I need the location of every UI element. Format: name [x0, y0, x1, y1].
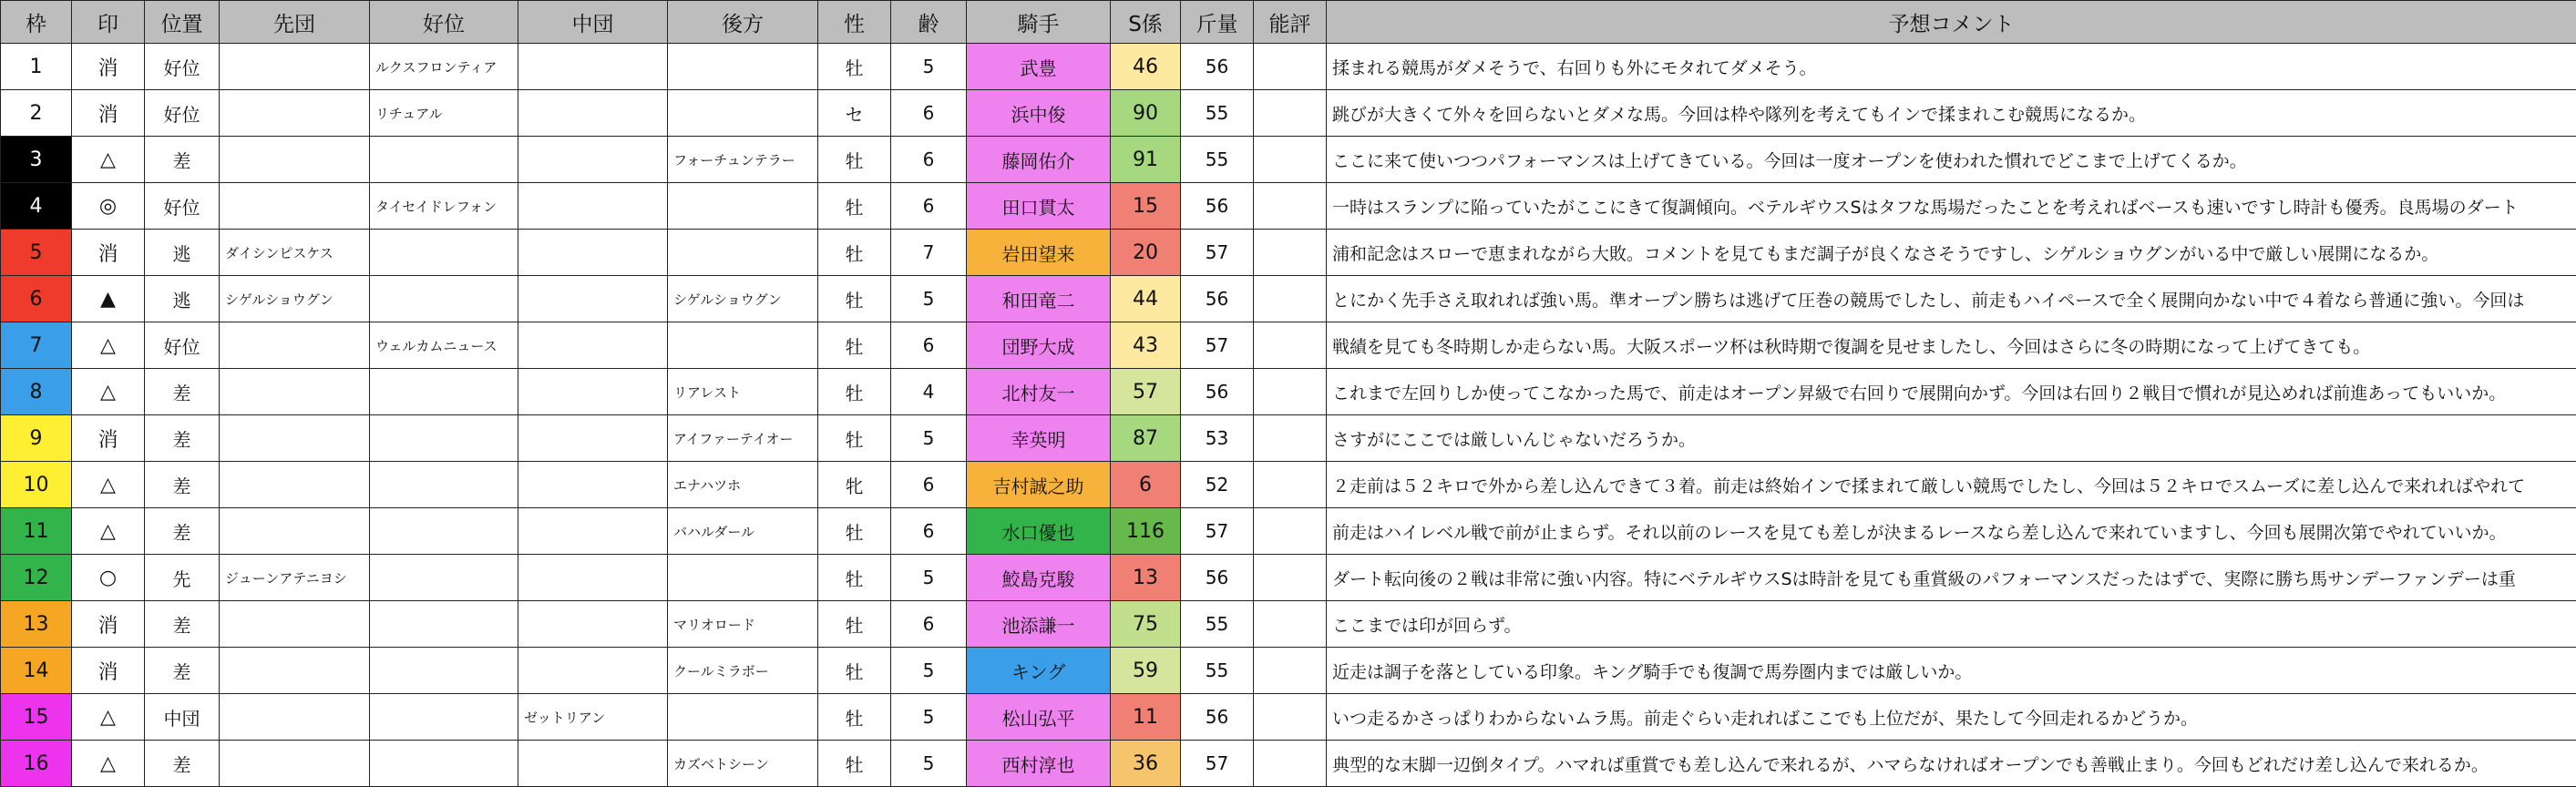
- table-row: [1, 230, 2576, 276]
- cell-jockey: 岩田望来: [967, 230, 1111, 276]
- cell-weight: 56: [1181, 694, 1254, 741]
- cell-koho: シゲルショウグン: [668, 276, 818, 322]
- cell-koho: [668, 90, 818, 137]
- cell-age: 6: [891, 601, 967, 648]
- cell-s-value: 6: [1111, 462, 1181, 508]
- cell-sex: 牡: [818, 648, 891, 694]
- cell-koui: [370, 694, 518, 741]
- cell-position: 先: [145, 555, 220, 601]
- cell-koho: カズベトシーン: [668, 741, 818, 787]
- cell-jockey: 武豊: [967, 44, 1111, 90]
- cell-weight: 55: [1181, 601, 1254, 648]
- cell-mark: △: [72, 741, 145, 787]
- cell-comment: ダート転向後の２戦は非常に強い内容。特にベテルギウスSは時計を見ても重賞級のパフォーマンスだったはずで、実際に勝ち馬サンデーファンデーは重: [1327, 555, 2576, 601]
- header-chudan: 中団: [518, 1, 668, 44]
- cell-comment: 揉まれる競馬がダメそうで、右回りも外にモタれてダメそう。: [1327, 44, 2576, 90]
- cell-chudan: [518, 741, 668, 787]
- cell-koho: [668, 555, 818, 601]
- cell-waku: 13: [1, 601, 72, 648]
- cell-rating: [1254, 415, 1327, 462]
- cell-rating: [1254, 183, 1327, 230]
- cell-koho: バハルダール: [668, 508, 818, 555]
- cell-s-value: 36: [1111, 741, 1181, 787]
- cell-koui: [370, 508, 518, 555]
- cell-s-value: 44: [1111, 276, 1181, 322]
- cell-mark: ◎: [72, 183, 145, 230]
- cell-koho: [668, 230, 818, 276]
- cell-jockey: キング: [967, 648, 1111, 694]
- cell-jockey: 団野大成: [967, 322, 1111, 369]
- cell-mark: 消: [72, 230, 145, 276]
- cell-comment: 一時はスランプに陥っていたがここにきて復調傾向。ベテルギウスSはタフな馬場だったことを考えればベースも速いですし時計も優秀。良馬場のダート: [1327, 183, 2576, 230]
- header-s-value: S係: [1111, 1, 1181, 44]
- cell-sex: 牡: [818, 44, 891, 90]
- cell-koui: ルクスフロンティア: [370, 44, 518, 90]
- cell-age: 6: [891, 462, 967, 508]
- cell-sendan: [220, 44, 370, 90]
- cell-position: 好位: [145, 183, 220, 230]
- cell-koui: [370, 648, 518, 694]
- cell-s-value: 75: [1111, 601, 1181, 648]
- cell-s-value: 87: [1111, 415, 1181, 462]
- cell-sex: 牡: [818, 555, 891, 601]
- cell-s-value: 90: [1111, 90, 1181, 137]
- cell-chudan: [518, 90, 668, 137]
- cell-koui: リチュアル: [370, 90, 518, 137]
- table-row: [1, 369, 2576, 415]
- header-sendan: 先団: [220, 1, 370, 44]
- header-waku: 枠: [1, 1, 72, 44]
- cell-koui: ウェルカムニュース: [370, 322, 518, 369]
- cell-position: 差: [145, 601, 220, 648]
- cell-age: 5: [891, 694, 967, 741]
- cell-sex: 牡: [818, 694, 891, 741]
- cell-weight: 57: [1181, 230, 1254, 276]
- cell-comment: 近走は調子を落としている印象。キング騎手でも復調で馬券圏内までは厳しいか。: [1327, 648, 2576, 694]
- cell-jockey: 池添謙一: [967, 601, 1111, 648]
- cell-s-value: 13: [1111, 555, 1181, 601]
- cell-waku: 11: [1, 508, 72, 555]
- table-row: [1, 276, 2576, 322]
- cell-koui: [370, 276, 518, 322]
- cell-sendan: シゲルショウグン: [220, 276, 370, 322]
- cell-koui: [370, 415, 518, 462]
- cell-weight: 57: [1181, 508, 1254, 555]
- cell-chudan: [518, 276, 668, 322]
- cell-age: 6: [891, 508, 967, 555]
- cell-rating: [1254, 462, 1327, 508]
- cell-jockey: 吉村誠之助: [967, 462, 1111, 508]
- cell-jockey: 藤岡佑介: [967, 137, 1111, 183]
- cell-chudan: [518, 230, 668, 276]
- cell-position: 逃: [145, 276, 220, 322]
- cell-s-value: 15: [1111, 183, 1181, 230]
- table-row: [1, 137, 2576, 183]
- table-row: [1, 44, 2576, 90]
- cell-chudan: [518, 44, 668, 90]
- cell-weight: 56: [1181, 555, 1254, 601]
- cell-jockey: 田口貫太: [967, 183, 1111, 230]
- cell-waku: 5: [1, 230, 72, 276]
- table-body: [1, 44, 2576, 787]
- cell-weight: 57: [1181, 741, 1254, 787]
- cell-comment: とにかく先手さえ取れれば強い馬。準オープン勝ちは逃げて圧巻の競馬でしたし、前走もハイペースで全く展開向かない中で４着なら普通に強い。今回は: [1327, 276, 2576, 322]
- cell-sex: 牡: [818, 183, 891, 230]
- cell-weight: 55: [1181, 648, 1254, 694]
- header-age: 齢: [891, 1, 967, 44]
- cell-sendan: [220, 183, 370, 230]
- header-weight: 斤量: [1181, 1, 1254, 44]
- cell-sendan: [220, 694, 370, 741]
- cell-age: 6: [891, 90, 967, 137]
- cell-koui: [370, 555, 518, 601]
- cell-sex: 牡: [818, 230, 891, 276]
- cell-koho: アイファーテイオー: [668, 415, 818, 462]
- cell-chudan: [518, 462, 668, 508]
- header-jockey: 騎手: [967, 1, 1111, 44]
- header-koui: 好位: [370, 1, 518, 44]
- cell-waku: 12: [1, 555, 72, 601]
- cell-comment: 前走はハイレベル戦で前が止まらず。それ以前のレースを見ても差しが決まるレースなら差し込んで来れていますし、今回も展開次第でやれていいか。: [1327, 508, 2576, 555]
- header-position: 位置: [145, 1, 220, 44]
- cell-rating: [1254, 694, 1327, 741]
- cell-koui: [370, 462, 518, 508]
- cell-sendan: [220, 415, 370, 462]
- cell-mark: 消: [72, 415, 145, 462]
- cell-age: 5: [891, 648, 967, 694]
- cell-sendan: [220, 137, 370, 183]
- cell-sex: 牡: [818, 276, 891, 322]
- cell-weight: 56: [1181, 44, 1254, 90]
- cell-mark: ▲: [72, 276, 145, 322]
- cell-jockey: 和田竜二: [967, 276, 1111, 322]
- cell-sendan: ダイシンピスケス: [220, 230, 370, 276]
- cell-rating: [1254, 137, 1327, 183]
- cell-waku: 9: [1, 415, 72, 462]
- cell-position: 差: [145, 508, 220, 555]
- cell-chudan: [518, 648, 668, 694]
- cell-comment: ここまでは印が回らず。: [1327, 601, 2576, 648]
- cell-jockey: 鮫島克駿: [967, 555, 1111, 601]
- cell-jockey: 松山弘平: [967, 694, 1111, 741]
- cell-waku: 3: [1, 137, 72, 183]
- cell-sex: 牡: [818, 322, 891, 369]
- header-koho: 後方: [668, 1, 818, 44]
- table-row: [1, 415, 2576, 462]
- cell-position: 好位: [145, 90, 220, 137]
- cell-comment: ２走前は５２キロで外から差し込んできて３着。前走は終始インで揉まれて厳しい競馬でしたし、今回は５２キロでスムーズに差し込んで来れればやれて: [1327, 462, 2576, 508]
- cell-comment: 戦績を見ても冬時期しか走らない馬。大阪スポーツ杯は秋時期で復調を見せましたし、今回はさらに冬の時期になって上げてきても。: [1327, 322, 2576, 369]
- table-row: [1, 648, 2576, 694]
- cell-jockey: 幸英明: [967, 415, 1111, 462]
- cell-sendan: [220, 741, 370, 787]
- table-row: [1, 555, 2576, 601]
- cell-mark: △: [72, 137, 145, 183]
- cell-koho: クールミラボー: [668, 648, 818, 694]
- cell-mark: 消: [72, 648, 145, 694]
- cell-rating: [1254, 601, 1327, 648]
- cell-position: 逃: [145, 230, 220, 276]
- cell-waku: 15: [1, 694, 72, 741]
- cell-comment: 浦和記念はスローで恵まれながら大敗。コメントを見てもまだ調子が良くなさそうですし、シゲルショウグンがいる中で厳しい展開になるか。: [1327, 230, 2576, 276]
- cell-sex: 牡: [818, 508, 891, 555]
- cell-comment: 跳びが大きくて外々を回らないとダメな馬。今回は枠や隊列を考えてもインで揉まれこむ競馬になるか。: [1327, 90, 2576, 137]
- cell-rating: [1254, 648, 1327, 694]
- table-row: [1, 508, 2576, 555]
- cell-sex: 牝: [818, 462, 891, 508]
- cell-waku: 16: [1, 741, 72, 787]
- cell-chudan: [518, 322, 668, 369]
- cell-rating: [1254, 44, 1327, 90]
- cell-mark: 消: [72, 90, 145, 137]
- cell-s-value: 59: [1111, 648, 1181, 694]
- cell-sendan: [220, 322, 370, 369]
- cell-age: 5: [891, 44, 967, 90]
- header-rating: 能評: [1254, 1, 1327, 44]
- cell-s-value: 57: [1111, 369, 1181, 415]
- table-row: [1, 90, 2576, 137]
- cell-s-value: 11: [1111, 694, 1181, 741]
- cell-weight: 57: [1181, 322, 1254, 369]
- cell-weight: 56: [1181, 369, 1254, 415]
- cell-koho: フォーチュンテラー: [668, 137, 818, 183]
- cell-comment: 典型的な末脚一辺倒タイプ。ハマれば重賞でも差し込んで来れるが、ハマらなければオープンでも善戦止まり。今回もどれだけ差し込んで来れるか。: [1327, 741, 2576, 787]
- cell-rating: [1254, 555, 1327, 601]
- cell-age: 5: [891, 276, 967, 322]
- cell-waku: 14: [1, 648, 72, 694]
- cell-rating: [1254, 369, 1327, 415]
- cell-s-value: 91: [1111, 137, 1181, 183]
- cell-rating: [1254, 90, 1327, 137]
- cell-age: 6: [891, 322, 967, 369]
- cell-jockey: 西村淳也: [967, 741, 1111, 787]
- cell-sendan: ジューンアテニヨシ: [220, 555, 370, 601]
- cell-koui: [370, 741, 518, 787]
- cell-mark: △: [72, 694, 145, 741]
- cell-rating: [1254, 230, 1327, 276]
- cell-rating: [1254, 508, 1327, 555]
- cell-sex: 牡: [818, 369, 891, 415]
- cell-mark: △: [72, 462, 145, 508]
- cell-weight: 53: [1181, 415, 1254, 462]
- cell-age: 6: [891, 137, 967, 183]
- cell-jockey: 北村友一: [967, 369, 1111, 415]
- cell-age: 5: [891, 555, 967, 601]
- cell-koho: [668, 44, 818, 90]
- cell-chudan: [518, 137, 668, 183]
- header-mark: 印: [72, 1, 145, 44]
- cell-sendan: [220, 462, 370, 508]
- cell-sex: 牡: [818, 137, 891, 183]
- table-row: [1, 462, 2576, 508]
- table-row: [1, 694, 2576, 741]
- cell-position: 差: [145, 137, 220, 183]
- cell-chudan: [518, 369, 668, 415]
- cell-chudan: ゼットリアン: [518, 694, 668, 741]
- cell-position: 差: [145, 648, 220, 694]
- table-row: [1, 322, 2576, 369]
- cell-koho: [668, 322, 818, 369]
- cell-age: 5: [891, 415, 967, 462]
- cell-s-value: 116: [1111, 508, 1181, 555]
- cell-weight: 55: [1181, 137, 1254, 183]
- cell-weight: 55: [1181, 90, 1254, 137]
- cell-sendan: [220, 601, 370, 648]
- cell-koho: リアレスト: [668, 369, 818, 415]
- cell-rating: [1254, 276, 1327, 322]
- cell-waku: 4: [1, 183, 72, 230]
- cell-position: 差: [145, 462, 220, 508]
- cell-position: 中団: [145, 694, 220, 741]
- cell-jockey: 水口優也: [967, 508, 1111, 555]
- cell-waku: 8: [1, 369, 72, 415]
- cell-koui: [370, 137, 518, 183]
- cell-position: 差: [145, 741, 220, 787]
- cell-koui: タイセイドレフォン: [370, 183, 518, 230]
- cell-s-value: 46: [1111, 44, 1181, 90]
- table-row: [1, 741, 2576, 787]
- cell-mark: ○: [72, 555, 145, 601]
- cell-rating: [1254, 741, 1327, 787]
- header-row: [1, 1, 2576, 44]
- cell-chudan: [518, 601, 668, 648]
- cell-mark: △: [72, 322, 145, 369]
- cell-sex: セ: [818, 90, 891, 137]
- cell-sendan: [220, 369, 370, 415]
- table-row: [1, 183, 2576, 230]
- cell-waku: 10: [1, 462, 72, 508]
- cell-position: 好位: [145, 322, 220, 369]
- cell-waku: 6: [1, 276, 72, 322]
- cell-age: 6: [891, 183, 967, 230]
- cell-koui: [370, 601, 518, 648]
- cell-chudan: [518, 508, 668, 555]
- cell-jockey: 浜中俊: [967, 90, 1111, 137]
- cell-comment: さすがにここでは厳しいんじゃないだろうか。: [1327, 415, 2576, 462]
- header-comment: 予想コメント: [1327, 1, 2576, 44]
- cell-s-value: 20: [1111, 230, 1181, 276]
- cell-position: 好位: [145, 44, 220, 90]
- cell-chudan: [518, 183, 668, 230]
- cell-rating: [1254, 322, 1327, 369]
- cell-comment: ここに来て使いつつパフォーマンスは上げてきている。今回は一度オープンを使われた慣れでどこまで上げてくるか。: [1327, 137, 2576, 183]
- cell-mark: 消: [72, 601, 145, 648]
- cell-age: 4: [891, 369, 967, 415]
- cell-koho: [668, 694, 818, 741]
- cell-sex: 牡: [818, 601, 891, 648]
- header-sex: 性: [818, 1, 891, 44]
- cell-sex: 牡: [818, 741, 891, 787]
- cell-age: 7: [891, 230, 967, 276]
- cell-s-value: 43: [1111, 322, 1181, 369]
- cell-position: 差: [145, 415, 220, 462]
- cell-comment: いつ走るかさっぱりわからないムラ馬。前走ぐらい走れればここでも上位だが、果たして今回走れるかどうか。: [1327, 694, 2576, 741]
- cell-koui: [370, 230, 518, 276]
- cell-sendan: [220, 508, 370, 555]
- cell-weight: 52: [1181, 462, 1254, 508]
- cell-koui: [370, 369, 518, 415]
- cell-chudan: [518, 415, 668, 462]
- cell-mark: △: [72, 369, 145, 415]
- cell-koho: マリオロード: [668, 601, 818, 648]
- cell-waku: 2: [1, 90, 72, 137]
- cell-mark: △: [72, 508, 145, 555]
- cell-koho: [668, 183, 818, 230]
- cell-chudan: [518, 555, 668, 601]
- cell-weight: 56: [1181, 276, 1254, 322]
- cell-mark: 消: [72, 44, 145, 90]
- cell-comment: これまで左回りしか使ってこなかった馬で、前走はオープン昇級で右回りで展開向かず。今回は右回り２戦目で慣れが見込めれば前進あってもいいか。: [1327, 369, 2576, 415]
- cell-weight: 56: [1181, 183, 1254, 230]
- cell-age: 5: [891, 741, 967, 787]
- cell-sex: 牡: [818, 415, 891, 462]
- cell-koho: エナハツホ: [668, 462, 818, 508]
- table-row: [1, 601, 2576, 648]
- cell-sendan: [220, 90, 370, 137]
- cell-sendan: [220, 648, 370, 694]
- cell-waku: 7: [1, 322, 72, 369]
- cell-position: 差: [145, 369, 220, 415]
- cell-waku: 1: [1, 44, 72, 90]
